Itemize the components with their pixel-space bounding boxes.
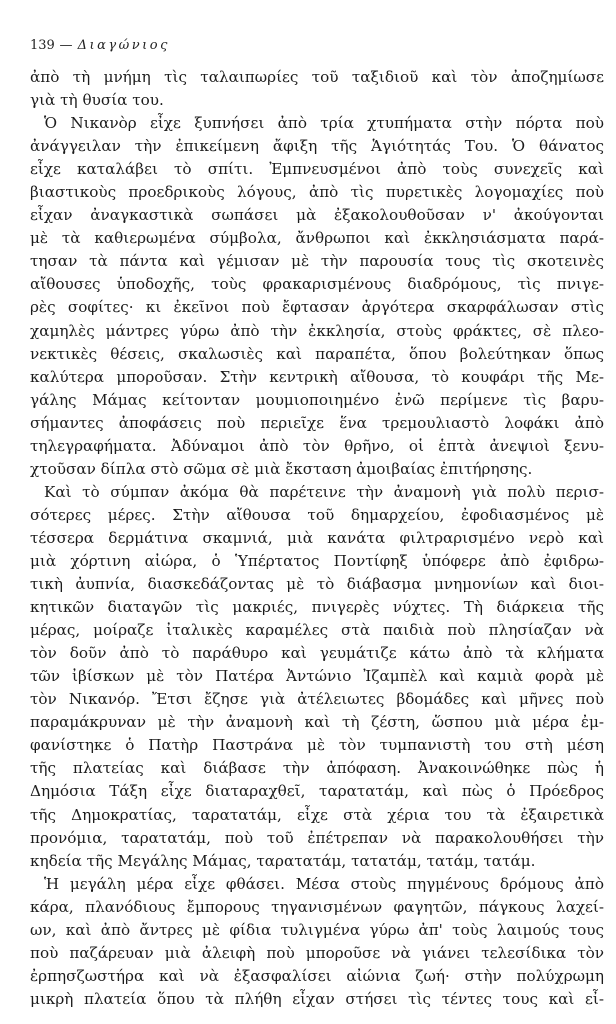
text-line: ρὲς σοφίτες· κι ἐκεῖνοι ποὺ ἔφτασαν ἀργότερα σκαρφάλωσαν στὶς — [30, 298, 604, 317]
text-line: τηλεγραφήματα. Ἀδύναμοι ἀπὸ τὸν θρῆνο, οἱ ἑπτὰ ἀνεψιοὶ ξενυ- — [30, 436, 604, 455]
paragraph — [30, 112, 604, 481]
paragraph — [30, 481, 604, 873]
text-line: βιαστικοὺς προεδρικοὺς λόγους, ἀπὸ τὶς πυρετικὲς λογομαχίες ποὺ — [30, 183, 604, 202]
text-line: τὸν Νικανόρ. Ἔτσι ἔζησε γιὰ ἀτέλειωτες βδομάδες καὶ μῆνες ποὺ — [30, 690, 604, 709]
text-line: σότερες μέρες. Στὴν αἴθουσα τοῦ δημαρχείου, ἐφοδιασμένος μὲ — [30, 505, 604, 524]
text-line: εἶχαν ἀναγκαστικὰ σωπάσει μὰ ἐξακολουθοῦσαν ν' ἀκούγονται — [30, 206, 604, 225]
text-line: φανίστηκε ὁ Πατὴρ Παστράνα μὲ τὸν τυμπανιστὴ του στὴ μέση — [30, 736, 604, 755]
page-number: 139 — [30, 38, 55, 53]
text-line: τῆς πλατείας καὶ διάβασε τὴν ἀπόφαση. Ἀνακοινώθηκε πὼς ἡ — [30, 759, 604, 778]
text-line: ἀπὸ τὴ μνήμη τὶς ταλαιπωρίες τοῦ ταξιδιοῦ καὶ τὸν ἀποζημίωσε — [30, 68, 604, 86]
text-line: ων, καὶ ἀπὸ ἄντρες μὲ φίδια τυλιγμένα γύρω ἀπ' τοὺς λαιμούς τους — [30, 920, 604, 939]
text-line: μιὰ χόρτινη αἰώρα, ὁ Ὑπέρτατος Ποντίφηξ ὑπόφερε ἀπὸ ἐφιδρω- — [30, 551, 604, 570]
text-line: τικὴ ἀυπνία, διασκεδάζοντας μὲ τὸ διάβασμα μνημονίων καὶ διοι- — [30, 575, 604, 594]
body-text — [30, 66, 604, 1011]
text-line: κηδεία τῆς Μεγάλης Μάμας, ταρατατάμ, τατατάμ, τατάμ, τατάμ. — [30, 851, 536, 870]
running-header — [30, 38, 170, 53]
text-line: χτοῦσαν δίπλα στὸ σῶμα σὲ μιὰ ἔκσταση ἀμοιβαίας ἐπιτήρησης. — [30, 459, 533, 478]
text-line: εἶχε καταλάβει τὸ σπίτι. Ἐμπνευσμένοι ἀπὸ τοὺς συνεχεῖς καὶ — [30, 160, 604, 179]
text-line: Καὶ τὸ σύμπαν ἀκόμα θὰ παρέτεινε τὴν ἀναμονὴ γιὰ πολὺ περισ- — [44, 482, 604, 501]
text-line: Ἡ μεγάλη μέρα εἶχε φθάσει. Μέσα στοὺς πηγμένους δρόμους ἀπὸ — [44, 874, 604, 893]
text-line: ποὺ παζάρευαν μιὰ ἀλειφὴ ποὺ μποροῦσε νὰ γιάνει τελεσίδικα τὸν — [30, 943, 604, 962]
text-line: τέσσερα δερμάτινα σκαμνιά, μιὰ κανάτα φιλτραρισμένο νερὸ καὶ — [30, 528, 604, 547]
text-line: γιὰ τὴ θυσία του. — [30, 91, 164, 110]
text-line: νεκτικὲς θέσεις, σκαλωσιὲς καὶ παραπέτα, ὅπου βολεύτηκαν ὅπως — [30, 344, 604, 363]
text-line: τῶν ἰβίσκων μὲ τὸν Πατέρα Ἀντώνιο Ἰζαμπὲλ καὶ καμιὰ φορὰ μὲ — [30, 667, 604, 686]
paragraph — [30, 873, 604, 1011]
text-line: Ὁ Νικανὸρ εἶχε ξυπνήσει ἀπὸ τρία χτυπήματα στὴν πόρτα ποὺ — [44, 114, 604, 133]
text-line: κάρα, πλανόδιους ἔμπορους τηγανισμένων φαγητῶν, πάγκους λαχεί- — [30, 897, 604, 916]
text-line: μέρας, μοίραζε ἰταλικὲς καραμέλες στὰ παιδιὰ ποὺ πλησίαζαν νὰ — [30, 621, 604, 640]
text-line: καλύτερα μποροῦσαν. Στὴν κεντρικὴ αἴθουσα, τὸ κουφάρι τῆς Με- — [30, 367, 604, 386]
text-line: γάλης Μάμας κείτονταν μουμιοποιημένο ἐνῶ περίμενε τὶς βαρυ- — [30, 390, 604, 409]
text-line: Δημόσια Τάξη εἶχε διαταραχθεῖ, ταρατατάμ, καὶ πὼς ὁ Πρόεδρος — [30, 782, 604, 801]
text-line: ἐρπησζωστήρα καὶ νὰ ἐξασφαλίσει αἰώνια ζωή· στὴν πολύχρωμη — [30, 966, 604, 985]
text-line: τησαν τὰ πάντα καὶ γέμισαν μὲ τὴν παρουσία τους τὶς σκοτεινὲς — [30, 252, 604, 271]
running-title: Διαγώνιος — [77, 38, 170, 53]
text-line: σήμαντες ἀποφάσεις ποὺ περιεῖχε ἕνα τρεμουλιαστὸ λοφάκι ἀπὸ — [30, 413, 604, 432]
text-line: τὸν δοῦν ἀπὸ τὸ παράθυρο καὶ γευμάτιζε κάτω ἀπὸ τὰ κλήματα — [30, 644, 604, 663]
header-separator: — — [59, 38, 73, 53]
text-line: μὲ τὰ καθιερωμένα σύμβολα, ἄνθρωποι καὶ ἐκκλησιάσματα παρά- — [30, 229, 604, 248]
text-line: μικρὴ πλατεία ὅπου τὰ πλήθη εἶχαν στήσει τὶς τέντες τους καὶ εἶ- — [30, 989, 604, 1008]
text-line: αἴθουσες ὑποδοχῆς, τοὺς φρακαρισμένους διαδρόμους, τὶς πνιγε- — [30, 275, 604, 294]
text-line: παραμάκρυναν μὲ τὴν ἀναμονὴ καὶ τὴ ζέστη, ὥσπου μιὰ μέρα ἐμ- — [30, 713, 604, 732]
text-line: τῆς Δημοκρατίας, ταρατατάμ, εἶχε στὰ χέρια του τὰ ἐξαιρετικὰ — [30, 805, 604, 824]
text-line: χαμηλὲς μάντρες γύρω ἀπὸ τὴν ἐκκλησία, στοὺς φράκτες, σὲ πλεο- — [30, 321, 604, 340]
text-line: κητικῶν διαταγῶν τὶς μακριές, πνιγερὲς νύχτες. Τὴ διάρκεια τῆς — [30, 598, 604, 617]
text-line: ἀνάγγειλαν τὴν ἐπικείμενη ἄφιξη τῆς Ἁγιότητάς Του. Ὁ θάνατος — [30, 137, 604, 156]
text-line: προνόμια, ταρατατάμ, ποὺ τοῦ ἐπέτρεπαν νὰ παρακολουθήσει τὴν — [30, 828, 604, 847]
paragraph — [30, 66, 604, 112]
